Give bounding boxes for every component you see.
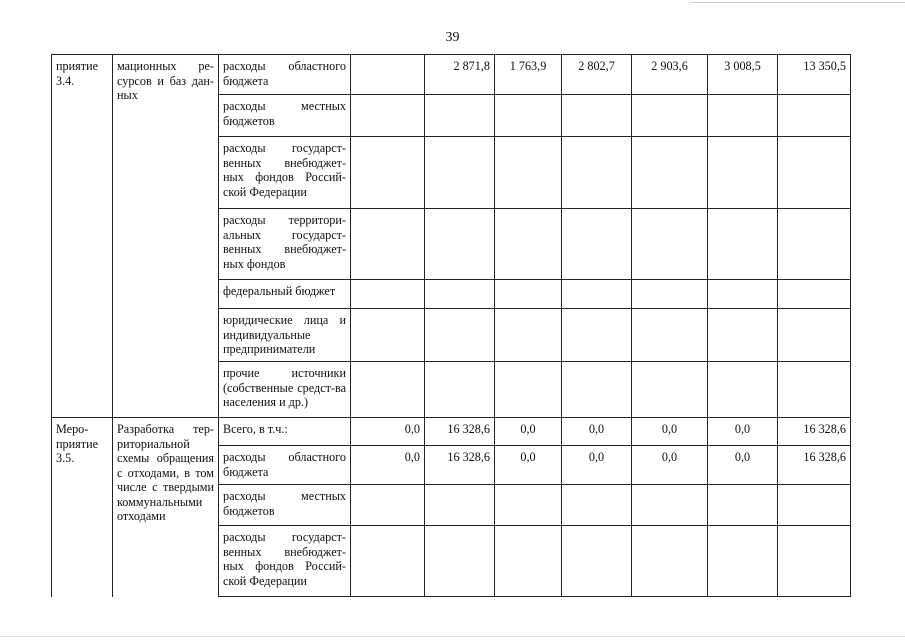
amount-cell: 13 350,5 [778,55,851,95]
amount-cell [708,137,778,209]
amount-cell [632,209,708,280]
activity-code-cell: приятие 3.4. [52,55,113,418]
amount-cell: 0,0 [495,418,562,446]
amount-cell [562,280,632,309]
amount-cell [425,95,495,137]
funding-source-cell: расходы областного бюджета [219,446,351,485]
amount-cell [778,95,851,137]
amount-cell [562,137,632,209]
amount-cell [425,526,495,597]
amount-cell [351,137,425,209]
amount-cell [495,95,562,137]
activity-name-cell: Разработка тер-риториальной схемы обращения с отходами, в том числе с твердыми коммунальными отходами [113,418,219,597]
amount-cell [495,362,562,418]
amount-cell [495,209,562,280]
scan-artifact-line [0,636,905,637]
amount-cell [562,309,632,362]
amount-cell: 0,0 [495,446,562,485]
funding-source-cell: расходы местных бюджетов [219,485,351,526]
amount-cell: 0,0 [562,446,632,485]
amount-cell: 0,0 [351,418,425,446]
amount-cell: 0,0 [708,418,778,446]
scan-artifact-line [690,2,905,3]
amount-cell [351,280,425,309]
amount-cell [632,362,708,418]
amount-cell [632,95,708,137]
amount-cell [351,95,425,137]
amount-cell: 0,0 [632,418,708,446]
amount-cell [425,362,495,418]
amount-cell [495,137,562,209]
funding-source-cell: расходы государст-венных внебюджет-ных фондов Россий-ской Федерации [219,137,351,209]
amount-cell [708,362,778,418]
activity-3-4-rows [52,55,851,418]
amount-cell [562,485,632,526]
funding-source-cell: Всего, в т.ч.: [219,418,351,446]
amount-cell [562,362,632,418]
amount-cell [562,95,632,137]
amount-cell [425,209,495,280]
amount-cell [778,309,851,362]
amount-cell [495,485,562,526]
funding-source-cell: федеральный бюджет [219,280,351,309]
amount-cell [708,309,778,362]
amount-cell: 2 871,8 [425,55,495,95]
amount-cell [425,485,495,526]
amount-cell [425,137,495,209]
amount-cell [351,55,425,95]
amount-cell [425,309,495,362]
amount-cell [708,209,778,280]
amount-cell [351,309,425,362]
page-number: 39 [445,30,460,45]
amount-cell [632,280,708,309]
amount-cell [708,280,778,309]
funding-source-cell: расходы территори-альных государст-венных внебюджет-ных фондов [219,209,351,280]
amount-cell [708,485,778,526]
funding-source-cell: расходы государст-венных внебюджет-ных фондов Россий-ской Федерации [219,526,351,597]
funding-source-cell: прочие источники (собственные средст-ва населения и др.) [219,362,351,418]
table-row [52,55,851,95]
amount-cell [562,209,632,280]
amount-cell: 16 328,6 [778,418,851,446]
amount-cell: 0,0 [562,418,632,446]
amount-cell: 0,0 [351,446,425,485]
amount-cell [632,309,708,362]
amount-cell: 16 328,6 [425,446,495,485]
amount-cell [562,526,632,597]
amount-cell [778,526,851,597]
amount-cell [351,526,425,597]
amount-cell: 3 008,5 [708,55,778,95]
amount-cell: 0,0 [708,446,778,485]
table-row [52,418,851,446]
funding-source-cell: расходы областного бюджета [219,55,351,95]
amount-cell [351,485,425,526]
amount-cell: 2 802,7 [562,55,632,95]
funding-source-cell: расходы местных бюджетов [219,95,351,137]
amount-cell [632,526,708,597]
amount-cell [778,137,851,209]
amount-cell [778,485,851,526]
funding-source-cell: юридические лица и индивидуальные предприниматели [219,309,351,362]
amount-cell [778,209,851,280]
amount-cell: 16 328,6 [778,446,851,485]
activity-3-5-rows [52,418,851,597]
amount-cell [495,280,562,309]
activity-name-cell: мационных ре-сурсов и баз дан-ных [113,55,219,418]
amount-cell [632,137,708,209]
amount-cell [351,209,425,280]
activity-code-cell: Меро-приятие 3.5. [52,418,113,597]
amount-cell: 0,0 [632,446,708,485]
budget-table [51,54,851,597]
amount-cell [778,280,851,309]
amount-cell [351,362,425,418]
amount-cell [495,526,562,597]
amount-cell [708,95,778,137]
amount-cell: 16 328,6 [425,418,495,446]
amount-cell [495,309,562,362]
amount-cell [778,362,851,418]
amount-cell: 2 903,6 [632,55,708,95]
amount-cell [708,526,778,597]
amount-cell [425,280,495,309]
amount-cell [632,485,708,526]
amount-cell: 1 763,9 [495,55,562,95]
